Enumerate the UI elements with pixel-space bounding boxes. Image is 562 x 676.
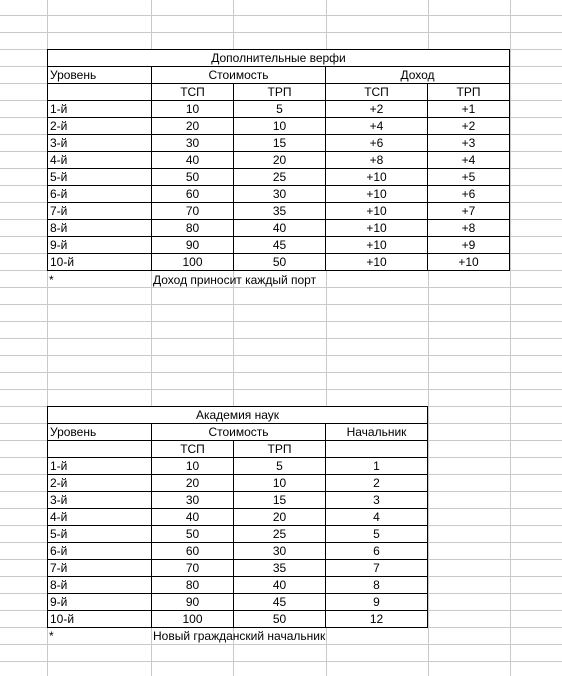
cell-cost-tsp[interactable]: 60 — [152, 543, 234, 560]
cell-cost-tsp[interactable]: 80 — [152, 577, 234, 594]
cell-cost-tsp[interactable]: 20 — [152, 118, 234, 135]
header-blank[interactable] — [326, 441, 428, 458]
cell-cost-trp[interactable]: 20 — [234, 152, 326, 169]
cell-chief[interactable]: 8 — [326, 577, 428, 594]
cell-cost-tsp[interactable]: 10 — [152, 458, 234, 475]
table-row — [48, 186, 510, 203]
table-row — [48, 458, 428, 475]
cell-income-trp[interactable]: +10 — [428, 254, 510, 271]
cell-chief[interactable]: 3 — [326, 492, 428, 509]
cell-level[interactable]: 6-й — [48, 543, 152, 560]
cell-cost-tsp[interactable]: 20 — [152, 475, 234, 492]
header-level[interactable]: Уровень — [48, 67, 152, 84]
header-income-trp[interactable]: ТРП — [428, 84, 510, 101]
header-cost[interactable]: Стоимость — [152, 67, 326, 84]
academy-table — [47, 406, 428, 628]
cell-cost-tsp[interactable]: 70 — [152, 560, 234, 577]
cell-income-tsp[interactable]: +10 — [326, 237, 428, 254]
cell-cost-trp[interactable]: 5 — [234, 458, 326, 475]
cell-cost-trp[interactable]: 5 — [234, 101, 326, 118]
cell-income-tsp[interactable]: +10 — [326, 203, 428, 220]
cell-chief[interactable]: 5 — [326, 526, 428, 543]
cell-cost-trp[interactable]: 50 — [234, 611, 326, 628]
cell-cost-trp[interactable]: 45 — [234, 237, 326, 254]
header-cost-trp[interactable]: ТРП — [234, 441, 326, 458]
cell-chief[interactable]: 2 — [326, 475, 428, 492]
cell-income-tsp[interactable]: +10 — [326, 254, 428, 271]
header-income-tsp[interactable]: ТСП — [326, 84, 428, 101]
table-row — [48, 135, 510, 152]
table-row — [48, 492, 428, 509]
cell-income-trp[interactable]: +1 — [428, 101, 510, 118]
cell-level[interactable]: 6-й — [48, 186, 152, 203]
cell-cost-trp[interactable]: 30 — [234, 543, 326, 560]
header-income[interactable]: Доход — [326, 67, 510, 84]
cell-income-trp[interactable]: +4 — [428, 152, 510, 169]
cell-level[interactable]: 7-й — [48, 203, 152, 220]
cell-level[interactable]: 9-й — [48, 594, 152, 611]
header-cost-trp[interactable]: ТРП — [234, 84, 326, 101]
table-row — [48, 594, 428, 611]
cell-chief[interactable]: 12 — [326, 611, 428, 628]
cell-chief[interactable]: 7 — [326, 560, 428, 577]
cell-cost-tsp[interactable]: 50 — [152, 526, 234, 543]
table-row — [48, 254, 510, 271]
cell-income-trp[interactable]: +7 — [428, 203, 510, 220]
table-row — [48, 543, 428, 560]
cell-cost-trp[interactable]: 20 — [234, 509, 326, 526]
cell-cost-trp[interactable]: 10 — [234, 475, 326, 492]
cell-cost-tsp[interactable]: 90 — [152, 594, 234, 611]
cell-cost-tsp[interactable]: 70 — [152, 203, 234, 220]
cell-income-trp[interactable]: +3 — [428, 135, 510, 152]
academy-note-marker[interactable]: * — [49, 629, 54, 643]
cell-level[interactable]: 7-й — [48, 560, 152, 577]
shipyards-title[interactable]: Дополнительные верфи — [48, 50, 510, 67]
academy-note-text[interactable]: Новый гражданский начальник — [153, 629, 326, 643]
table-row — [48, 560, 428, 577]
header-cost-tsp[interactable]: ТСП — [152, 441, 234, 458]
cell-level[interactable]: 2-й — [48, 475, 152, 492]
table-row — [48, 220, 510, 237]
cell-income-tsp[interactable]: +6 — [326, 135, 428, 152]
cell-chief[interactable]: 6 — [326, 543, 428, 560]
cell-chief[interactable]: 1 — [326, 458, 428, 475]
cell-cost-trp[interactable]: 35 — [234, 560, 326, 577]
cell-chief[interactable]: 4 — [326, 509, 428, 526]
table-row — [48, 526, 428, 543]
table-row — [48, 509, 428, 526]
cell-cost-tsp[interactable]: 40 — [152, 152, 234, 169]
cell-level[interactable]: 1-й — [48, 458, 152, 475]
cell-cost-tsp[interactable]: 60 — [152, 186, 234, 203]
shipyards-table — [47, 49, 510, 271]
cell-level[interactable]: 3-й — [48, 135, 152, 152]
table-row — [48, 237, 510, 254]
cell-level[interactable]: 5-й — [48, 526, 152, 543]
header-cost[interactable]: Стоимость — [152, 424, 326, 441]
cell-income-tsp[interactable]: +10 — [326, 186, 428, 203]
cell-cost-tsp[interactable]: 100 — [152, 611, 234, 628]
cell-cost-tsp[interactable]: 30 — [152, 135, 234, 152]
header-chief[interactable]: Начальник — [326, 424, 428, 441]
table-row — [48, 101, 510, 118]
table-row — [48, 203, 510, 220]
header-cost-tsp[interactable]: ТСП — [152, 84, 234, 101]
cell-cost-tsp[interactable]: 40 — [152, 509, 234, 526]
cell-cost-trp[interactable]: 30 — [234, 186, 326, 203]
cell-cost-trp[interactable]: 25 — [234, 526, 326, 543]
cell-chief[interactable]: 9 — [326, 594, 428, 611]
cell-income-trp[interactable]: +5 — [428, 169, 510, 186]
cell-cost-trp[interactable]: 45 — [234, 594, 326, 611]
table-row — [48, 169, 510, 186]
cell-cost-tsp[interactable]: 100 — [152, 254, 234, 271]
table-row — [48, 577, 428, 594]
cell-level[interactable]: 10-й — [48, 611, 152, 628]
cell-cost-trp[interactable]: 40 — [234, 220, 326, 237]
cell-level[interactable]: 4-й — [48, 509, 152, 526]
shipyards-note-marker[interactable]: * — [49, 273, 54, 287]
cell-cost-tsp[interactable]: 90 — [152, 237, 234, 254]
table-row — [48, 118, 510, 135]
cell-level[interactable]: 10-й — [48, 254, 152, 271]
cell-cost-tsp[interactable]: 80 — [152, 220, 234, 237]
cell-cost-tsp[interactable]: 10 — [152, 101, 234, 118]
table-row — [48, 611, 428, 628]
cell-income-trp[interactable]: +6 — [428, 186, 510, 203]
cell-level[interactable]: 9-й — [48, 237, 152, 254]
cell-income-tsp[interactable]: +8 — [326, 152, 428, 169]
header-level[interactable]: Уровень — [48, 424, 152, 441]
cell-level[interactable]: 8-й — [48, 577, 152, 594]
cell-income-tsp[interactable]: +2 — [326, 101, 428, 118]
academy-title[interactable]: Академия наук — [48, 407, 428, 424]
cell-level[interactable]: 8-й — [48, 220, 152, 237]
cell-cost-trp[interactable]: 40 — [234, 577, 326, 594]
cell-income-trp[interactable]: +8 — [428, 220, 510, 237]
cell-income-tsp[interactable]: +10 — [326, 220, 428, 237]
header-blank[interactable] — [48, 441, 152, 458]
cell-level[interactable]: 4-й — [48, 152, 152, 169]
shipyards-note-text[interactable]: Доход приносит каждый порт — [153, 273, 317, 287]
cell-cost-tsp[interactable]: 30 — [152, 492, 234, 509]
cell-income-tsp[interactable]: +10 — [326, 169, 428, 186]
table-row — [48, 475, 428, 492]
cell-level[interactable]: 1-й — [48, 101, 152, 118]
cell-income-trp[interactable]: +9 — [428, 237, 510, 254]
table-row — [48, 152, 510, 169]
cell-level[interactable]: 5-й — [48, 169, 152, 186]
cell-cost-trp[interactable]: 15 — [234, 492, 326, 509]
cell-income-trp[interactable]: +2 — [428, 118, 510, 135]
cell-level[interactable]: 2-й — [48, 118, 152, 135]
header-blank[interactable] — [48, 84, 152, 101]
cell-cost-trp[interactable]: 50 — [234, 254, 326, 271]
cell-cost-trp[interactable]: 15 — [234, 135, 326, 152]
cell-cost-trp[interactable]: 25 — [234, 169, 326, 186]
cell-cost-trp[interactable]: 10 — [234, 118, 326, 135]
cell-income-tsp[interactable]: +4 — [326, 118, 428, 135]
cell-cost-tsp[interactable]: 50 — [152, 169, 234, 186]
cell-cost-trp[interactable]: 35 — [234, 203, 326, 220]
cell-level[interactable]: 3-й — [48, 492, 152, 509]
